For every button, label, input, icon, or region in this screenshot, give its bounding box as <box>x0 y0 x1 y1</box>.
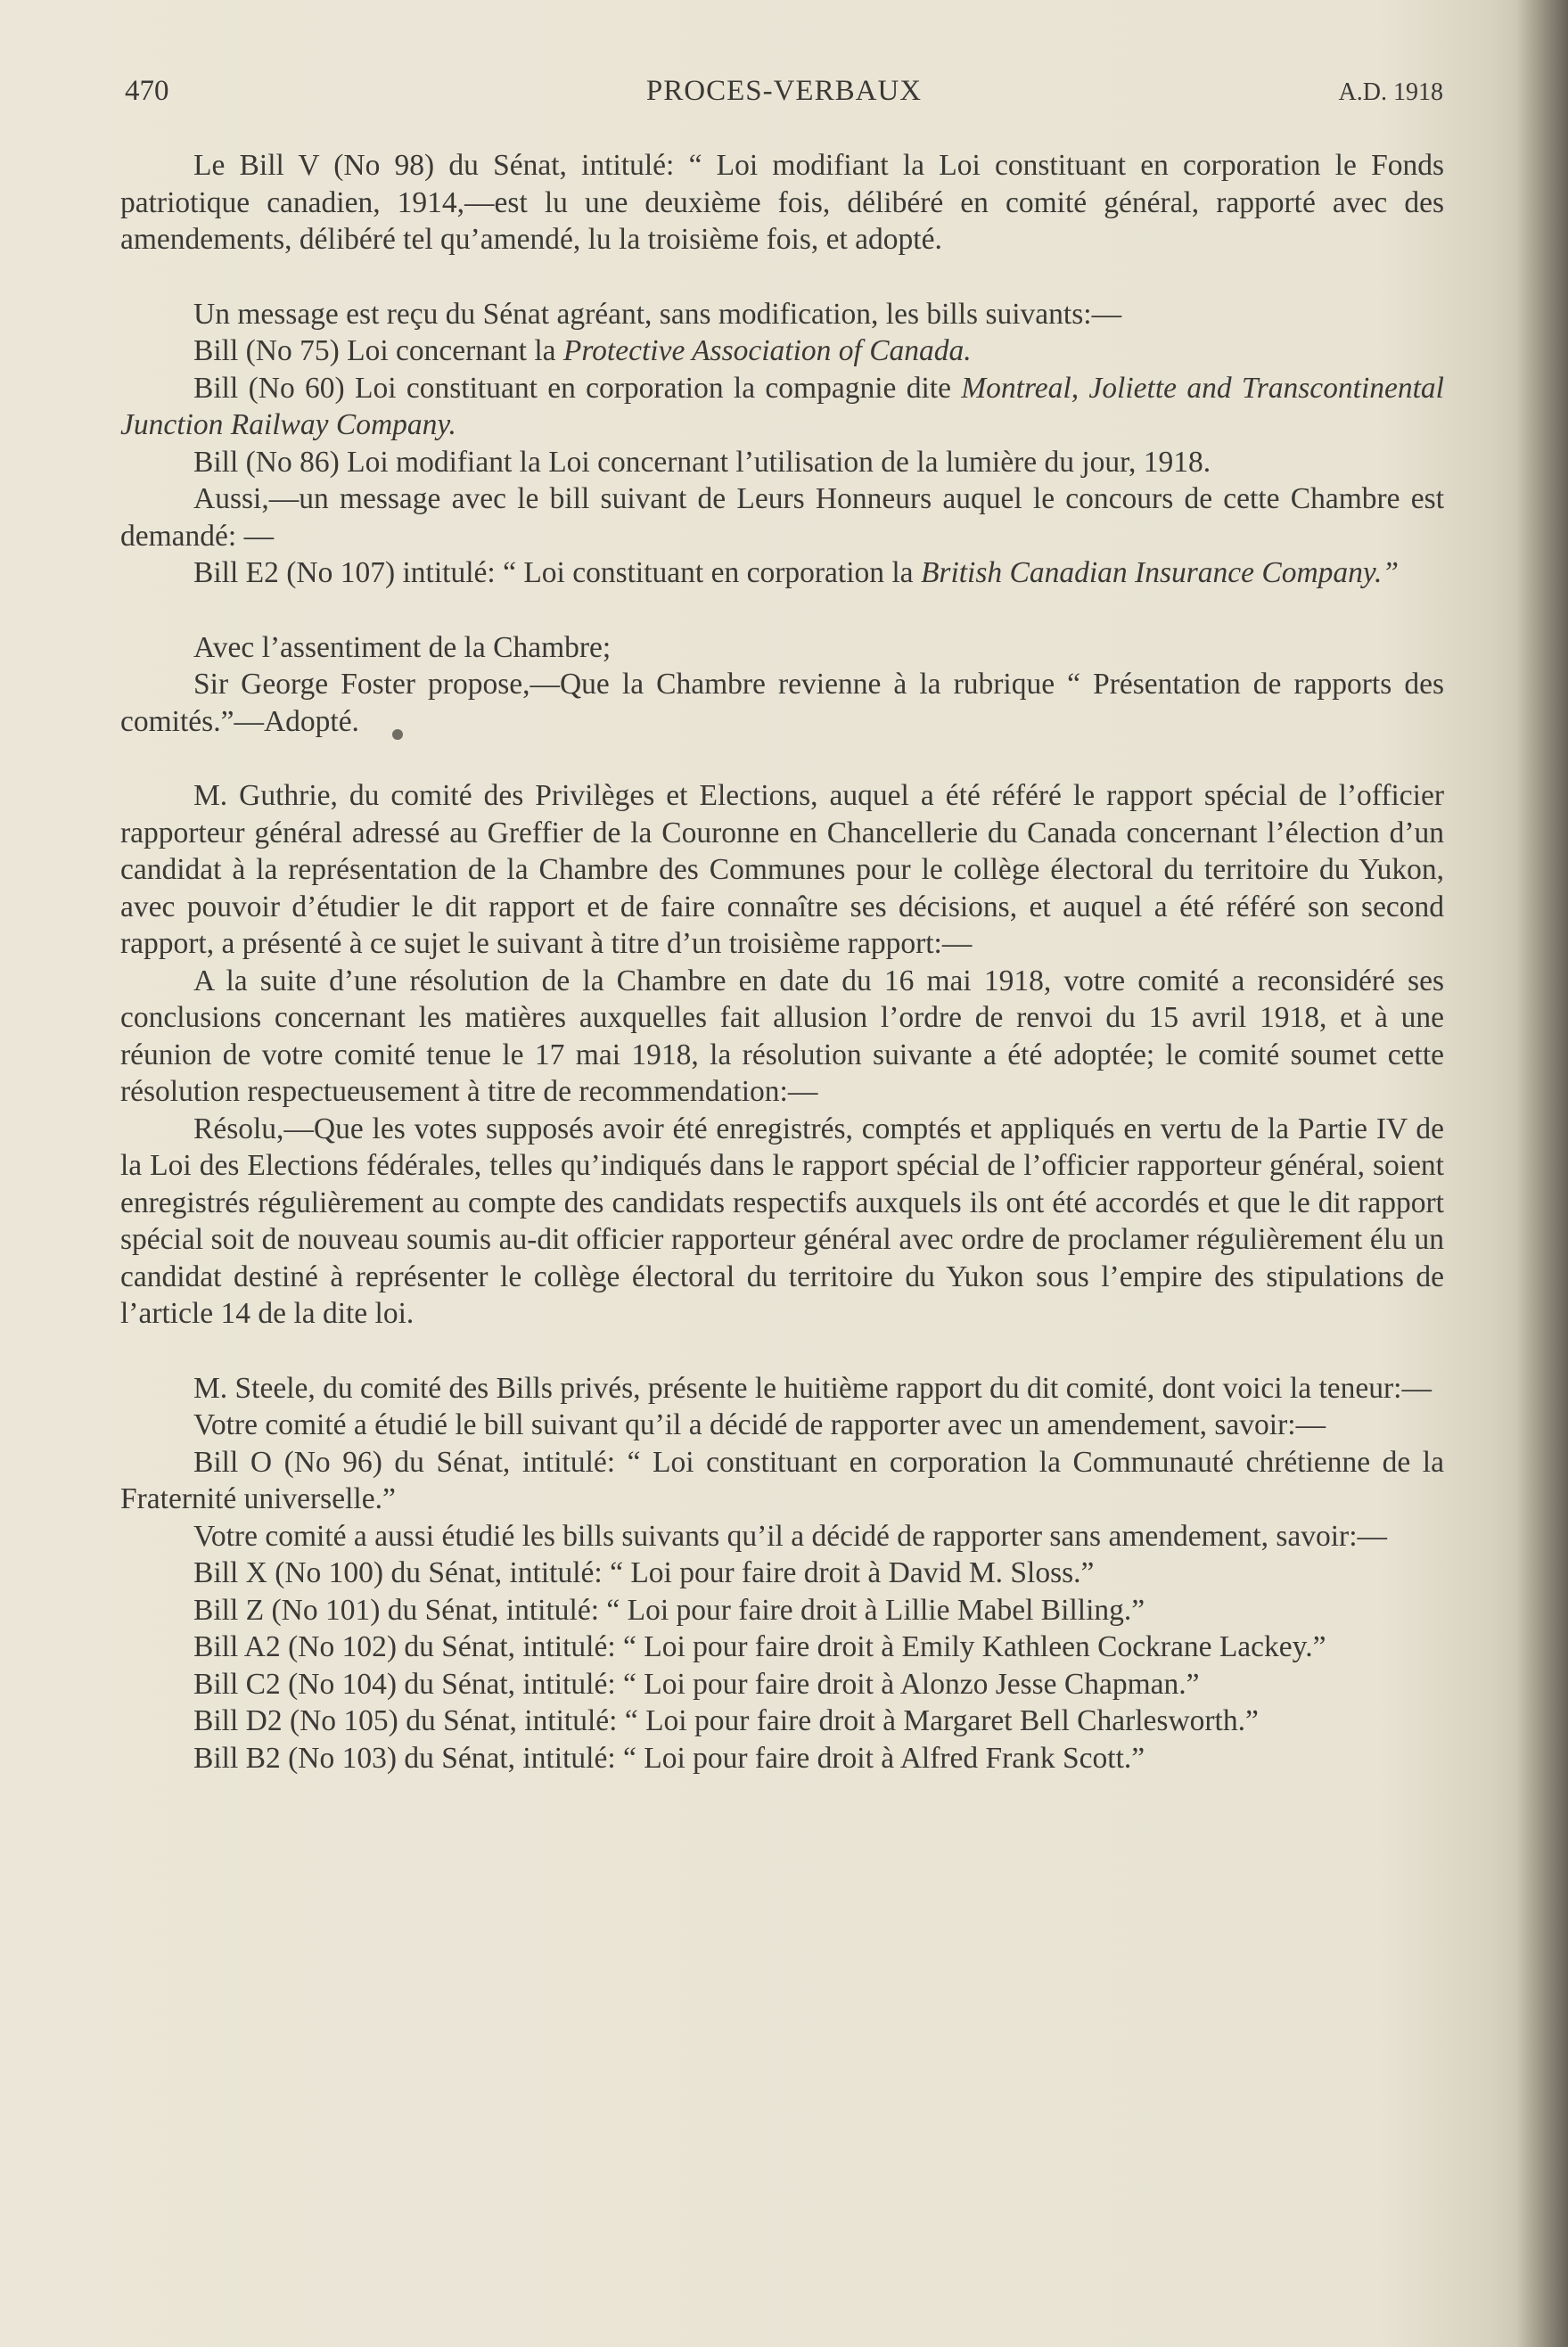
paragraph-sans-amendement: Votre comité a aussi étudié les bills suivants qu’il a décidé de rapporter sans amendement, savoir:— <box>193 1519 1388 1553</box>
paragraph-amendement: Votre comité a étudié le bill suivant qu’il a décidé de rapporter avec un amendement, savoir:— <box>193 1408 1326 1441</box>
paragraph-senate-message: Un message est reçu du Sénat agréant, sans modification, les bills suivants:— <box>193 297 1122 331</box>
paragraph-bill-60-italic: Montreal, Joliette and Transcontinental Junction Railway Company. <box>120 371 1444 441</box>
running-title: PROCES-VERBAUX <box>645 75 923 107</box>
paragraph-steele: M. Steele, du comité des Bills privés, présente le huitième rapport du dit comité, dont voici la teneur:— <box>193 1371 1432 1405</box>
page-number: 470 <box>125 75 169 107</box>
paragraph-bill-o: Bill O (No 96) du Sénat, intitulé: “ Loi constituant en corporation la Communauté chrétienne de la Fraternité universelle.” <box>120 1445 1444 1515</box>
paragraph-foster: Sir George Foster propose,—Que la Chambre revienne à la rubrique “ Présentation de rapports des comités.”—Adopté. <box>120 668 1444 738</box>
page-binding-edge <box>1516 0 1568 2347</box>
paragraph-bill-e2-text: Bill E2 (No 107) intitulé: “ Loi constituant en corporation la <box>193 556 921 589</box>
paragraph-bill-x: Bill X (No 100) du Sénat, intitulé: “ Loi pour faire droit à David M. Sloss.” <box>193 1556 1095 1589</box>
paragraph-bill-75-text: Bill (No 75) Loi concernant la <box>193 334 563 367</box>
header-year: A.D. 1918 <box>1338 78 1443 106</box>
paragraph-bill-z: Bill Z (No 101) du Sénat, intitulé: “ Loi pour faire droit à Lillie Mabel Billing.” <box>193 1593 1145 1627</box>
paragraph-bill-75-italic: Protective Association of Canada. <box>562 334 972 367</box>
paragraph-bill-c2: Bill C2 (No 104) du Sénat, intitulé: “ Loi pour faire droit à Alonzo Jesse Chapman.” <box>193 1667 1200 1701</box>
paragraph-guthrie: M. Guthrie, du comité des Privilèges et Elections, auquel a été référé le rapport spécial de l’officier rapporteur général adressé au Greffier de la Couronne en Chancellerie du Canada concernant l’élection d’un candidat à la représentation de la Chambre des Communes pour le collège électoral du territoire du Yukon, avec pouvoir d’étudier le dit rapport et de faire connaître ses décisions, et auquel a été référé son second rapport, a présenté à ce sujet le suivant à titre d’un troisième rapport:— <box>120 779 1444 960</box>
paragraph-bill-v: Le Bill V (No 98) du Sénat, intitulé: “ Loi modifiant la Loi constituant en corporation le Fonds patriotique canadien, 1914,—est lu une deuxième fois, délibéré en comité général, rapporté avec des amendements, délibéré tel qu’amendé, lu la troisième fois, et adopté. <box>120 149 1444 256</box>
paragraph-bill-e2-italic: British Canadian Insurance Company.” <box>920 556 1399 589</box>
ink-smudge <box>392 729 403 740</box>
paragraph-bill-60 <box>120 370 1444 444</box>
paragraph-bill-d2: Bill D2 (No 105) du Sénat, intitulé: “ Loi pour faire droit à Margaret Bell Charlesworth.” <box>193 1704 1259 1737</box>
document-body <box>120 147 1444 1777</box>
paragraph-bill-b2: Bill B2 (No 103) du Sénat, intitulé: “ Loi pour faire droit à Alfred Frank Scott.” <box>193 1741 1145 1775</box>
paragraph-aussi: Aussi,—un message avec le bill suivant de Leurs Honneurs auquel le concours de cette Chambre est demandé: — <box>120 482 1444 553</box>
paragraph-resolution-16-mai: A la suite d’une résolution de la Chambre en date du 16 mai 1918, votre comité a reconsidéré ses conclusions concernant les matières auxquelles fait allusion l’ordre de renvoi du 15 avril 1918, et à une réunion de votre comité tenue le 17 mai 1918, la résolution suivante a été adoptée; le comité soumet cette résolution respectueusement à titre de recommendation:— <box>120 964 1444 1108</box>
paragraph-bill-75 <box>120 332 1444 370</box>
paragraph-bill-60-text: Bill (No 60) Loi constituant en corporation la compagnie dite <box>193 371 962 405</box>
paragraph-bill-e2 <box>120 554 1444 592</box>
paragraph-resolu: Résolu,—Que les votes supposés avoir été enregistrés, comptés et appliqués en vertu de la Partie IV de la Loi des Elections fédérales, telles qu’indiqués dans le rapport spécial de l’officier rapporteur général, soient enregistrés régulièrement au compte des candidats respectifs auxquels ils ont été accordés et que le dit rapport spécial soit de nouveau soumis au-dit officier rapporteur général avec ordre de proclamer régulièrement élu un candidat destiné à représenter le collège électoral du territoire du Yukon sous l’empire des stipulations de l’article 14 de la dite loi. <box>120 1112 1444 1330</box>
paragraph-bill-86: Bill (No 86) Loi modifiant la Loi concernant l’utilisation de la lumière du jour, 1918. <box>193 445 1211 479</box>
paragraph-bill-a2: Bill A2 (No 102) du Sénat, intitulé: “ Loi pour faire droit à Emily Kathleen Cockrane Lackey.” <box>193 1630 1326 1663</box>
page-header <box>125 75 1443 125</box>
paragraph-assentiment: Avec l’assentiment de la Chambre; <box>193 630 612 664</box>
